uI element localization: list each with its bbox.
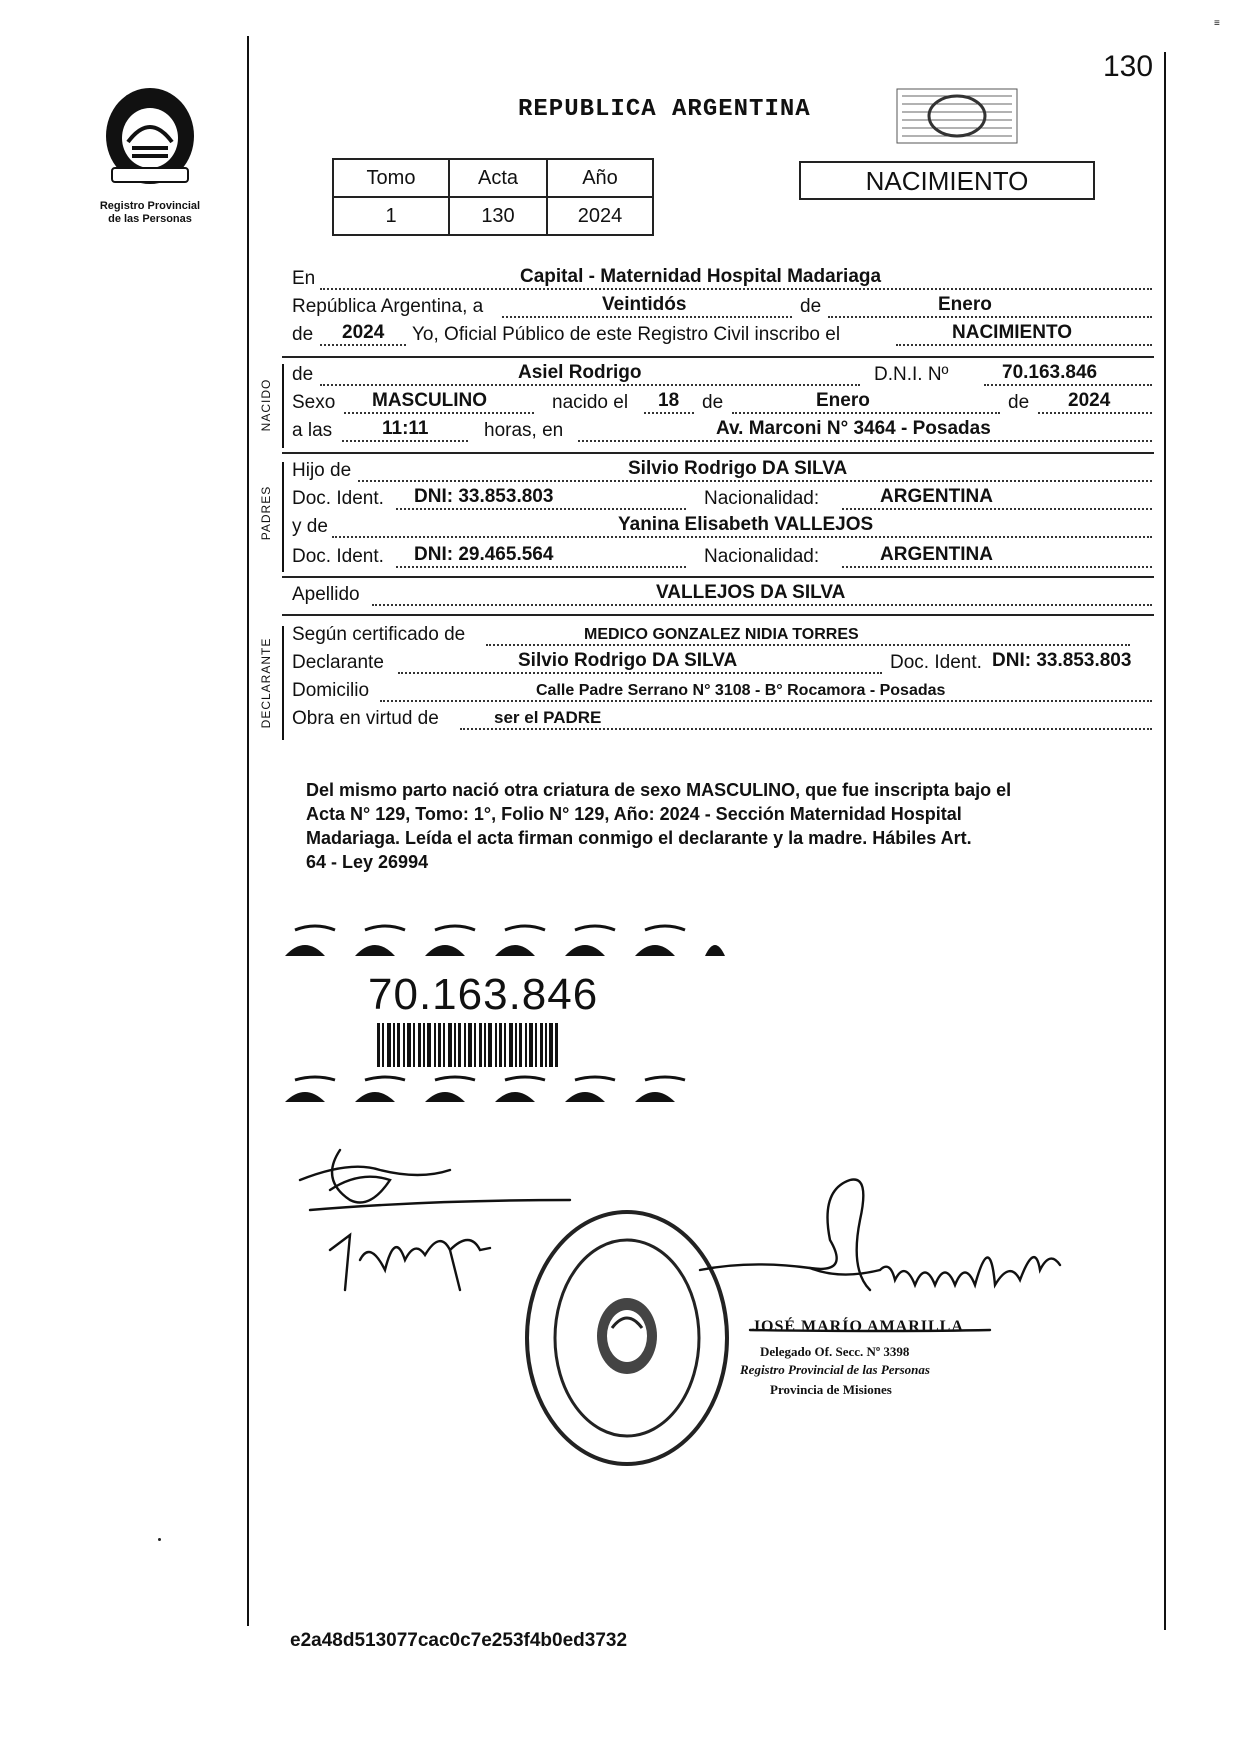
label-republica: República Argentina, a xyxy=(292,296,484,317)
value-sexo: MASCULINO xyxy=(372,390,488,411)
label-inscribo: Yo, Oficial Público de este Registro Civil inscribo el xyxy=(412,324,841,345)
label-dni: D.N.I. Nº xyxy=(874,364,949,385)
logo-caption-1: Registro Provincial xyxy=(99,200,201,212)
value-obra: ser el PADRE xyxy=(494,708,602,727)
barcode-number: 70.163.846 xyxy=(368,970,599,1019)
security-pattern-bottom xyxy=(285,1074,725,1104)
label-doc-madre: Doc. Ident. xyxy=(292,546,384,567)
label-doc-padre: Doc. Ident. xyxy=(292,488,384,509)
value-inscribo: NACIMIENTO xyxy=(952,322,1072,343)
td-acta: 130 xyxy=(449,197,547,235)
row-domicilio xyxy=(292,678,1154,706)
registry-table xyxy=(332,158,654,236)
row-certificado xyxy=(292,622,1154,650)
document-type: NACIMIENTO xyxy=(865,166,1029,196)
logo-caption-2: de las Personas xyxy=(108,213,192,225)
label-y-de: y de xyxy=(292,516,328,537)
label-de-mes: de xyxy=(702,392,724,413)
value-mes: Enero xyxy=(938,294,992,315)
label-nac-madre: Nacionalidad: xyxy=(704,546,820,567)
label-hijo-de: Hijo de xyxy=(292,460,352,481)
row-en xyxy=(292,266,1154,294)
label-certificado: Según certificado de xyxy=(292,624,466,645)
divider-1 xyxy=(282,356,1154,358)
value-doc-declarante: DNI: 33.853.803 xyxy=(992,650,1132,671)
value-doc-padre: DNI: 33.853.803 xyxy=(414,486,554,507)
note-line-3: Madariaga. Leída el acta firman conmigo el declarante y la madre. Hábiles Art. xyxy=(306,828,972,848)
value-padre: Silvio Rodrigo DA SILVA xyxy=(628,458,848,479)
section-padres: PADRES xyxy=(259,485,273,541)
country-title: REPUBLICA ARGENTINA xyxy=(518,96,811,123)
declarante-bar xyxy=(282,626,284,740)
divider-4 xyxy=(282,614,1154,616)
label-doc-declarante: Doc. Ident. xyxy=(890,652,982,673)
row-sexo xyxy=(292,390,1154,418)
province-logo xyxy=(98,82,202,194)
th-tomo: Tomo xyxy=(333,159,449,197)
barcode xyxy=(377,1023,599,1067)
label-nac-padre: Nacionalidad: xyxy=(704,488,820,509)
page-number: 130 xyxy=(1103,50,1154,83)
td-tomo: 1 xyxy=(333,197,449,235)
note-line-4: 64 - Ley 26994 xyxy=(306,852,429,872)
row-madre xyxy=(292,514,1154,542)
td-ano: 2024 xyxy=(547,197,653,235)
th-acta: Acta xyxy=(449,159,547,197)
divider-3 xyxy=(282,576,1154,578)
row-padre-doc xyxy=(292,486,1154,514)
value-nac-padre: ARGENTINA xyxy=(880,486,993,507)
label-de-ano: de xyxy=(1008,392,1030,413)
divider-2 xyxy=(282,452,1154,454)
official-line-2: Registro Provincial de las Personas xyxy=(740,1362,930,1377)
value-apellido: VALLEJOS DA SILVA xyxy=(656,582,846,603)
label-sexo: Sexo xyxy=(292,392,336,413)
note-paragraph xyxy=(306,778,1166,874)
value-mes-nac: Enero xyxy=(816,390,870,411)
official-line-1: Delegado Of. Secc. Nº 3398 xyxy=(760,1344,910,1359)
document-type-box xyxy=(799,161,1095,200)
official-name: JOSÉ MARÍO AMARILLA xyxy=(752,1318,964,1335)
label-de: de xyxy=(800,296,822,317)
row-madre-doc xyxy=(292,544,1154,572)
label-nacido: nacido el xyxy=(552,392,629,413)
value-dia-nac: 18 xyxy=(658,390,680,411)
official-line-3: Provincia de Misiones xyxy=(770,1382,892,1397)
coat-of-arms-icon xyxy=(896,88,1018,144)
section-declarante: DECLARANTE xyxy=(259,637,273,729)
stamp-text xyxy=(560,1230,561,1231)
label-domicilio: Domicilio xyxy=(292,680,370,701)
label-de-nombre: de xyxy=(292,364,314,385)
note-line-1: Del mismo parto nació otra criatura de sexo MASCULINO, que fue inscripta bajo el xyxy=(306,780,1012,800)
row-inscribo xyxy=(292,322,1154,350)
section-nacido: NACIDO xyxy=(259,378,273,432)
left-margin-line xyxy=(247,36,249,1626)
document-hash: e2a48d513077cac0c7e253f4b0ed3732 xyxy=(290,1630,628,1651)
value-domicilio: Calle Padre Serrano N° 3108 - B° Rocamora - Posadas xyxy=(536,682,946,699)
note-line-2: Acta N° 129, Tomo: 1°, Folio N° 129, Año: 2024 - Sección Maternidad Hospital xyxy=(306,804,962,824)
row-nombre xyxy=(292,362,1154,390)
row-apellido xyxy=(292,582,1154,610)
th-ano: Año xyxy=(547,159,653,197)
padres-bar xyxy=(282,462,284,572)
value-certificado: MEDICO GONZALEZ NIDIA TORRES xyxy=(584,626,859,643)
nacido-bar xyxy=(282,364,284,448)
label-apellido: Apellido xyxy=(292,584,360,605)
corner-mark: ≡ xyxy=(1214,18,1220,29)
value-dia: Veintidós xyxy=(602,294,687,315)
security-pattern-top xyxy=(285,920,725,958)
value-lugar-nac: Av. Marconi N° 3464 - Posadas xyxy=(716,418,991,439)
value-madre: Yanina Elisabeth VALLEJOS xyxy=(618,514,874,535)
row-padre xyxy=(292,458,1154,486)
label-horas-en: horas, en xyxy=(484,420,564,441)
speck xyxy=(158,1538,161,1541)
value-nombre: Asiel Rodrigo xyxy=(518,362,642,383)
value-declarante: Silvio Rodrigo DA SILVA xyxy=(518,650,738,671)
label-a-las: a las xyxy=(292,420,333,441)
value-dni: 70.163.846 xyxy=(1002,362,1098,383)
row-declarante xyxy=(292,650,1154,678)
value-lugar: Capital - Maternidad Hospital Madariaga xyxy=(520,266,882,287)
label-declarante: Declarante xyxy=(292,652,384,673)
value-ano-nac: 2024 xyxy=(1068,390,1111,411)
value-nac-madre: ARGENTINA xyxy=(880,544,993,565)
label-obra: Obra en virtud de xyxy=(292,708,439,729)
value-doc-madre: DNI: 29.465.564 xyxy=(414,544,554,565)
value-ano: 2024 xyxy=(342,322,385,343)
row-obra xyxy=(292,706,1154,734)
label-en: En xyxy=(292,268,316,289)
value-hora: 11:11 xyxy=(382,418,429,439)
row-fecha xyxy=(292,294,1154,322)
row-hora xyxy=(292,418,1154,446)
label-de2: de xyxy=(292,324,314,345)
